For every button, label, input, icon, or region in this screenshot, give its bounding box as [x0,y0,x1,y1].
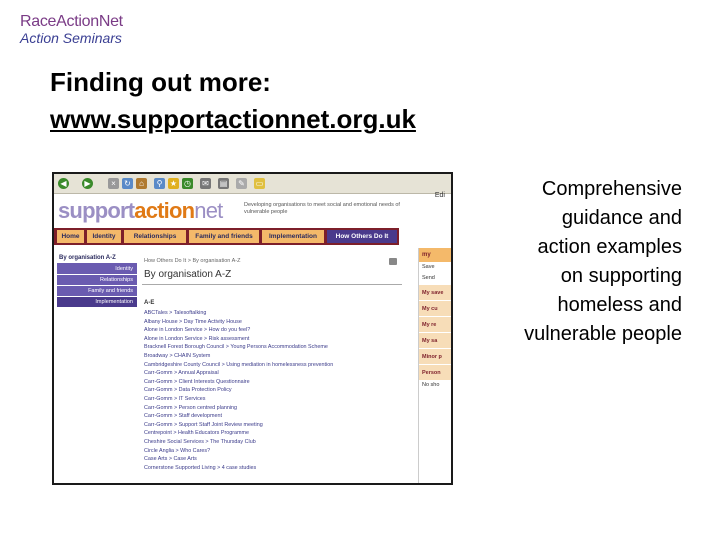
brand-part3: net [194,198,223,223]
back-icon[interactable]: ◀ [58,178,69,189]
description-line: on supporting [560,265,682,287]
divider [142,284,402,285]
org-link[interactable]: Cheshire Social Services > The Thursday Club [144,438,256,445]
org-link[interactable]: Carr-Gomm > IT Services [144,395,206,402]
brand-part2: action [134,198,195,223]
brand-part1: support [58,198,135,223]
tab-identity[interactable]: Identity [87,230,121,243]
right-panel-section[interactable]: Minor p [419,348,453,364]
site-tagline: Developing organisations to meet social and emotional needs of vulnerable people [244,202,400,215]
org-link[interactable]: Alone in London Service > Risk assessment [144,335,250,342]
description-line: action examples [537,236,682,258]
org-link[interactable]: Cornerstone Supported Living > 4 case studies [144,464,257,471]
description-line: Comprehensive [541,178,682,200]
edit-icon[interactable]: ✎ [236,178,247,189]
site-nav [54,228,399,245]
org-link[interactable]: Carr-Gomm > Staff development [144,413,222,420]
refresh-icon[interactable]: ↻ [122,178,133,189]
printer-icon[interactable] [389,258,397,265]
left-menu-item-relationships[interactable]: Relationships [57,275,137,286]
title-url-link[interactable]: www.supportactionnet.org.uk [50,104,416,134]
forward-icon[interactable]: ▶ [82,178,93,189]
breadcrumb: How Others Do It > By organisation A-Z [144,258,241,264]
tab-home[interactable]: Home [57,230,84,243]
tab-how-others-do-it[interactable]: How Others Do It [327,230,397,243]
right-panel-section[interactable]: Person [419,364,453,380]
right-panel-section[interactable]: My sa [419,332,453,348]
favorites-icon[interactable]: ★ [169,179,178,188]
org-link[interactable]: Cambridgeshire County Council > Using mediation in homelessness prevention [144,361,334,368]
right-panel-send[interactable]: Send [422,275,435,281]
left-menu [57,253,137,308]
description-text [462,175,682,349]
org-link[interactable]: Carr-Gomm > Client Interests Questionnaire [144,378,250,385]
page-heading: By organisation A-Z [144,269,232,280]
mail-icon[interactable]: ✉ [200,178,211,189]
tab-relationships[interactable]: Relationships [124,230,186,243]
toolbar-edit-label: Edi [434,192,445,199]
description-line: guidance and [561,207,682,229]
org-link[interactable]: Carr-Gomm > Annual Appraisal [144,370,219,377]
az-section-label: A-E [144,300,155,306]
tab-family-and-friends[interactable]: Family and friends [189,230,259,243]
print-icon[interactable]: ▤ [219,179,228,188]
home-icon[interactable]: ⌂ [136,178,147,189]
website-screenshot [52,172,453,485]
description-line: homeless and [557,294,682,316]
org-link[interactable]: Alone in London Service > How do you feel? [144,327,251,334]
left-menu-item-identity[interactable]: Identity [57,264,137,275]
org-link[interactable]: Albany House > Day Time Activity House [144,318,242,325]
organisation-links [144,309,404,472]
org-link[interactable]: Centrepoint > Health Educators Programme [144,430,250,437]
logo-line1: RaceActionNet [20,13,123,30]
race-action-net-logo [20,14,123,46]
search-icon[interactable]: ⚲ [154,178,165,189]
right-panel-section[interactable]: My re [419,316,453,332]
right-panel [418,248,453,485]
org-link[interactable]: Carr-Gomm > Person centred planning [144,404,238,411]
left-menu-item-family[interactable]: Family and friends [57,286,137,297]
org-link[interactable]: Carr-Gomm > Support Staff Joint Review meeting [144,421,263,428]
left-menu-item-implementation[interactable]: Implementation [57,297,137,308]
stop-icon[interactable]: × [108,178,119,189]
org-link[interactable]: Circle Anglia > Who Cares? [144,447,211,454]
right-panel-header: my [419,248,453,262]
org-link[interactable]: Carr-Gomm > Data Protection Policy [144,387,232,394]
right-panel-footer: No sho [422,382,440,388]
org-link[interactable]: Case Arts > Case Arts [144,456,197,463]
right-panel-save[interactable]: Save [422,264,435,270]
org-link[interactable]: Broadway > CHAIN System [144,352,211,359]
tab-implementation[interactable]: Implementation [262,230,324,243]
right-panel-section[interactable]: My cu [419,300,453,316]
history-icon[interactable]: ◷ [182,178,193,189]
browser-toolbar [54,174,451,194]
left-menu-header[interactable]: By organisation A-Z [57,253,137,264]
folder-icon[interactable]: ▭ [255,179,264,188]
slide-title [50,64,416,138]
title-heading: Finding out more: [50,67,271,97]
supportactionnet-logo [58,198,222,224]
org-link[interactable]: ABCTales > Talesoftalking [144,310,207,316]
org-link[interactable]: Bracknell Forest Borough Council > Young Persons Accommodation Scheme [144,344,328,351]
logo-line2: Action Seminars [20,30,122,46]
description-line: vulnerable people [524,323,682,345]
right-panel-section[interactable]: My save [419,284,453,300]
